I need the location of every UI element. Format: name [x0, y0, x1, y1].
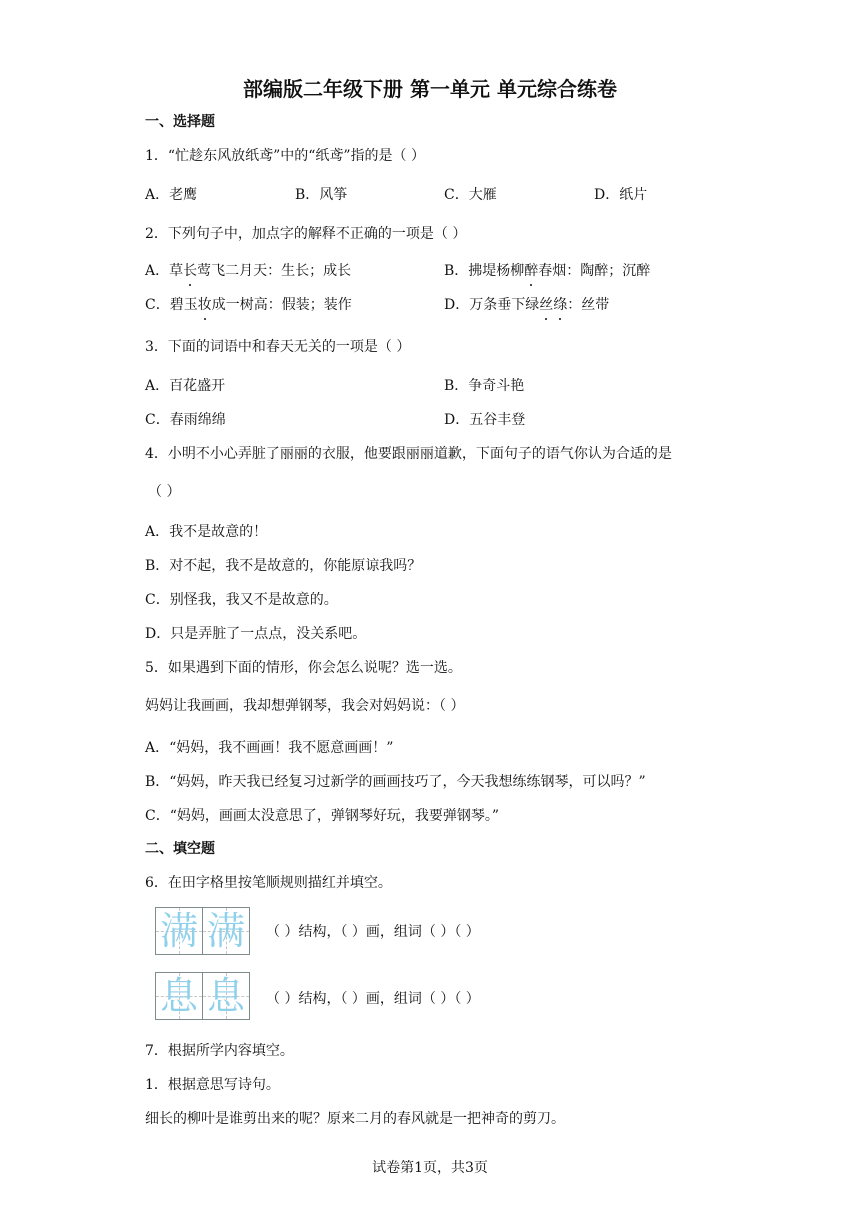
q2-option-c: C．碧玉妆成一树高：假装；装作 [145, 297, 352, 313]
tianzige-cell [156, 908, 203, 954]
section-fill-heading: 二、填空题 [145, 841, 215, 857]
tianzige-grid-1 [155, 907, 250, 955]
q5-option-c: C．“妈妈，画画太没意思了，弹钢琴好玩，我要弹钢琴。” [145, 808, 500, 824]
q2-option-b: B．拂堤杨柳醉春烟：陶醉；沉醉 [444, 263, 651, 279]
q4-answer-paren: （ ） [148, 484, 181, 500]
dotted-char: 长 [183, 263, 198, 279]
q6-blank-line-2: （ ）结构，（ ）画，组词（ ）（ ） [266, 991, 480, 1007]
q7-meaning: 细长的柳叶是谁剪出来的呢？原来二月的春风就是一把神奇的剪刀。 [145, 1111, 565, 1127]
q3-option-d: D．五谷丰登 [444, 412, 526, 428]
tianzige-cell [203, 973, 249, 1019]
q3-option-b: B．争奇斗艳 [444, 378, 525, 394]
q2-stem: 2．下列句子中，加点字的解释不正确的一项是（ ） [145, 226, 467, 242]
q7-sub1: 1．根据意思写诗句。 [145, 1077, 280, 1093]
tianzige-grid-2 [155, 972, 250, 1020]
trace-char: 满 [159, 909, 198, 953]
q5-scene: 妈妈让我画画，我却想弹钢琴，我会对妈妈说：（ ） [145, 698, 465, 714]
q4-option-d: D．只是弄脏了一点点，没关系吧。 [145, 626, 367, 642]
page-footer: 试卷第1页，共3页 [372, 1160, 488, 1176]
q3-option-a: A．百花盛开 [145, 378, 226, 394]
q7-stem: 7．根据所学内容填空。 [145, 1043, 294, 1059]
q6-blank-line-1: （ ）结构，（ ）画，组词（ ）（ ） [266, 924, 480, 940]
dotted-char: 丝 [539, 297, 554, 313]
q3-stem: 3．下面的词语中和春天无关的一项是（ ） [145, 339, 411, 355]
q4-option-a: A．我不是故意的！ [145, 524, 268, 540]
dotted-char: 绦 [553, 297, 568, 313]
q4-option-b: B．对不起，我不是故意的，你能原谅我吗？ [145, 558, 422, 574]
tianzige-cell [203, 908, 249, 954]
q1-option-d: D．纸片 [594, 187, 648, 203]
q1-option-c: C．大雁 [444, 187, 497, 203]
q1-option-b: B．风筝 [295, 187, 348, 203]
trace-char: 息 [206, 974, 245, 1018]
q4-stem: 4．小明不小心弄脏了丽丽的衣服，他要跟丽丽道歉，下面句子的语气你认为合适的是 [145, 446, 672, 462]
q2-option-d: D．万条垂下绿丝绦：丝带 [444, 297, 610, 313]
q3-option-c: C．春雨绵绵 [145, 412, 226, 428]
q4-option-c: C．别怪我，我又不是故意的。 [145, 592, 338, 608]
q6-stem: 6．在田字格里按笔顺规则描红并填空。 [145, 875, 392, 891]
q1-option-a: A．老鹰 [145, 187, 198, 203]
trace-char: 息 [159, 974, 198, 1018]
q5-option-a: A．“妈妈，我不画画！我不愿意画画！” [145, 740, 394, 756]
tianzige-cell [156, 973, 203, 1019]
trace-char: 满 [206, 909, 245, 953]
dotted-char: 妆 [197, 297, 212, 313]
q5-stem: 5．如果遇到下面的情形，你会怎么说呢？选一选。 [145, 660, 462, 676]
page-title: 部编版二年级下册 第一单元 单元综合练卷 [243, 77, 617, 101]
dotted-char: 醉 [524, 263, 539, 279]
section-choice-heading: 一、选择题 [145, 114, 215, 130]
q1-stem: 1．“忙趁东风放纸鸢”中的“纸鸢”指的是（ ） [145, 148, 425, 164]
q5-option-b: B．“妈妈，昨天我已经复习过新学的画画技巧了，今天我想练练钢琴，可以吗？” [145, 774, 646, 790]
q2-option-a: A．草长莺飞二月天：生长；成长 [145, 263, 352, 279]
